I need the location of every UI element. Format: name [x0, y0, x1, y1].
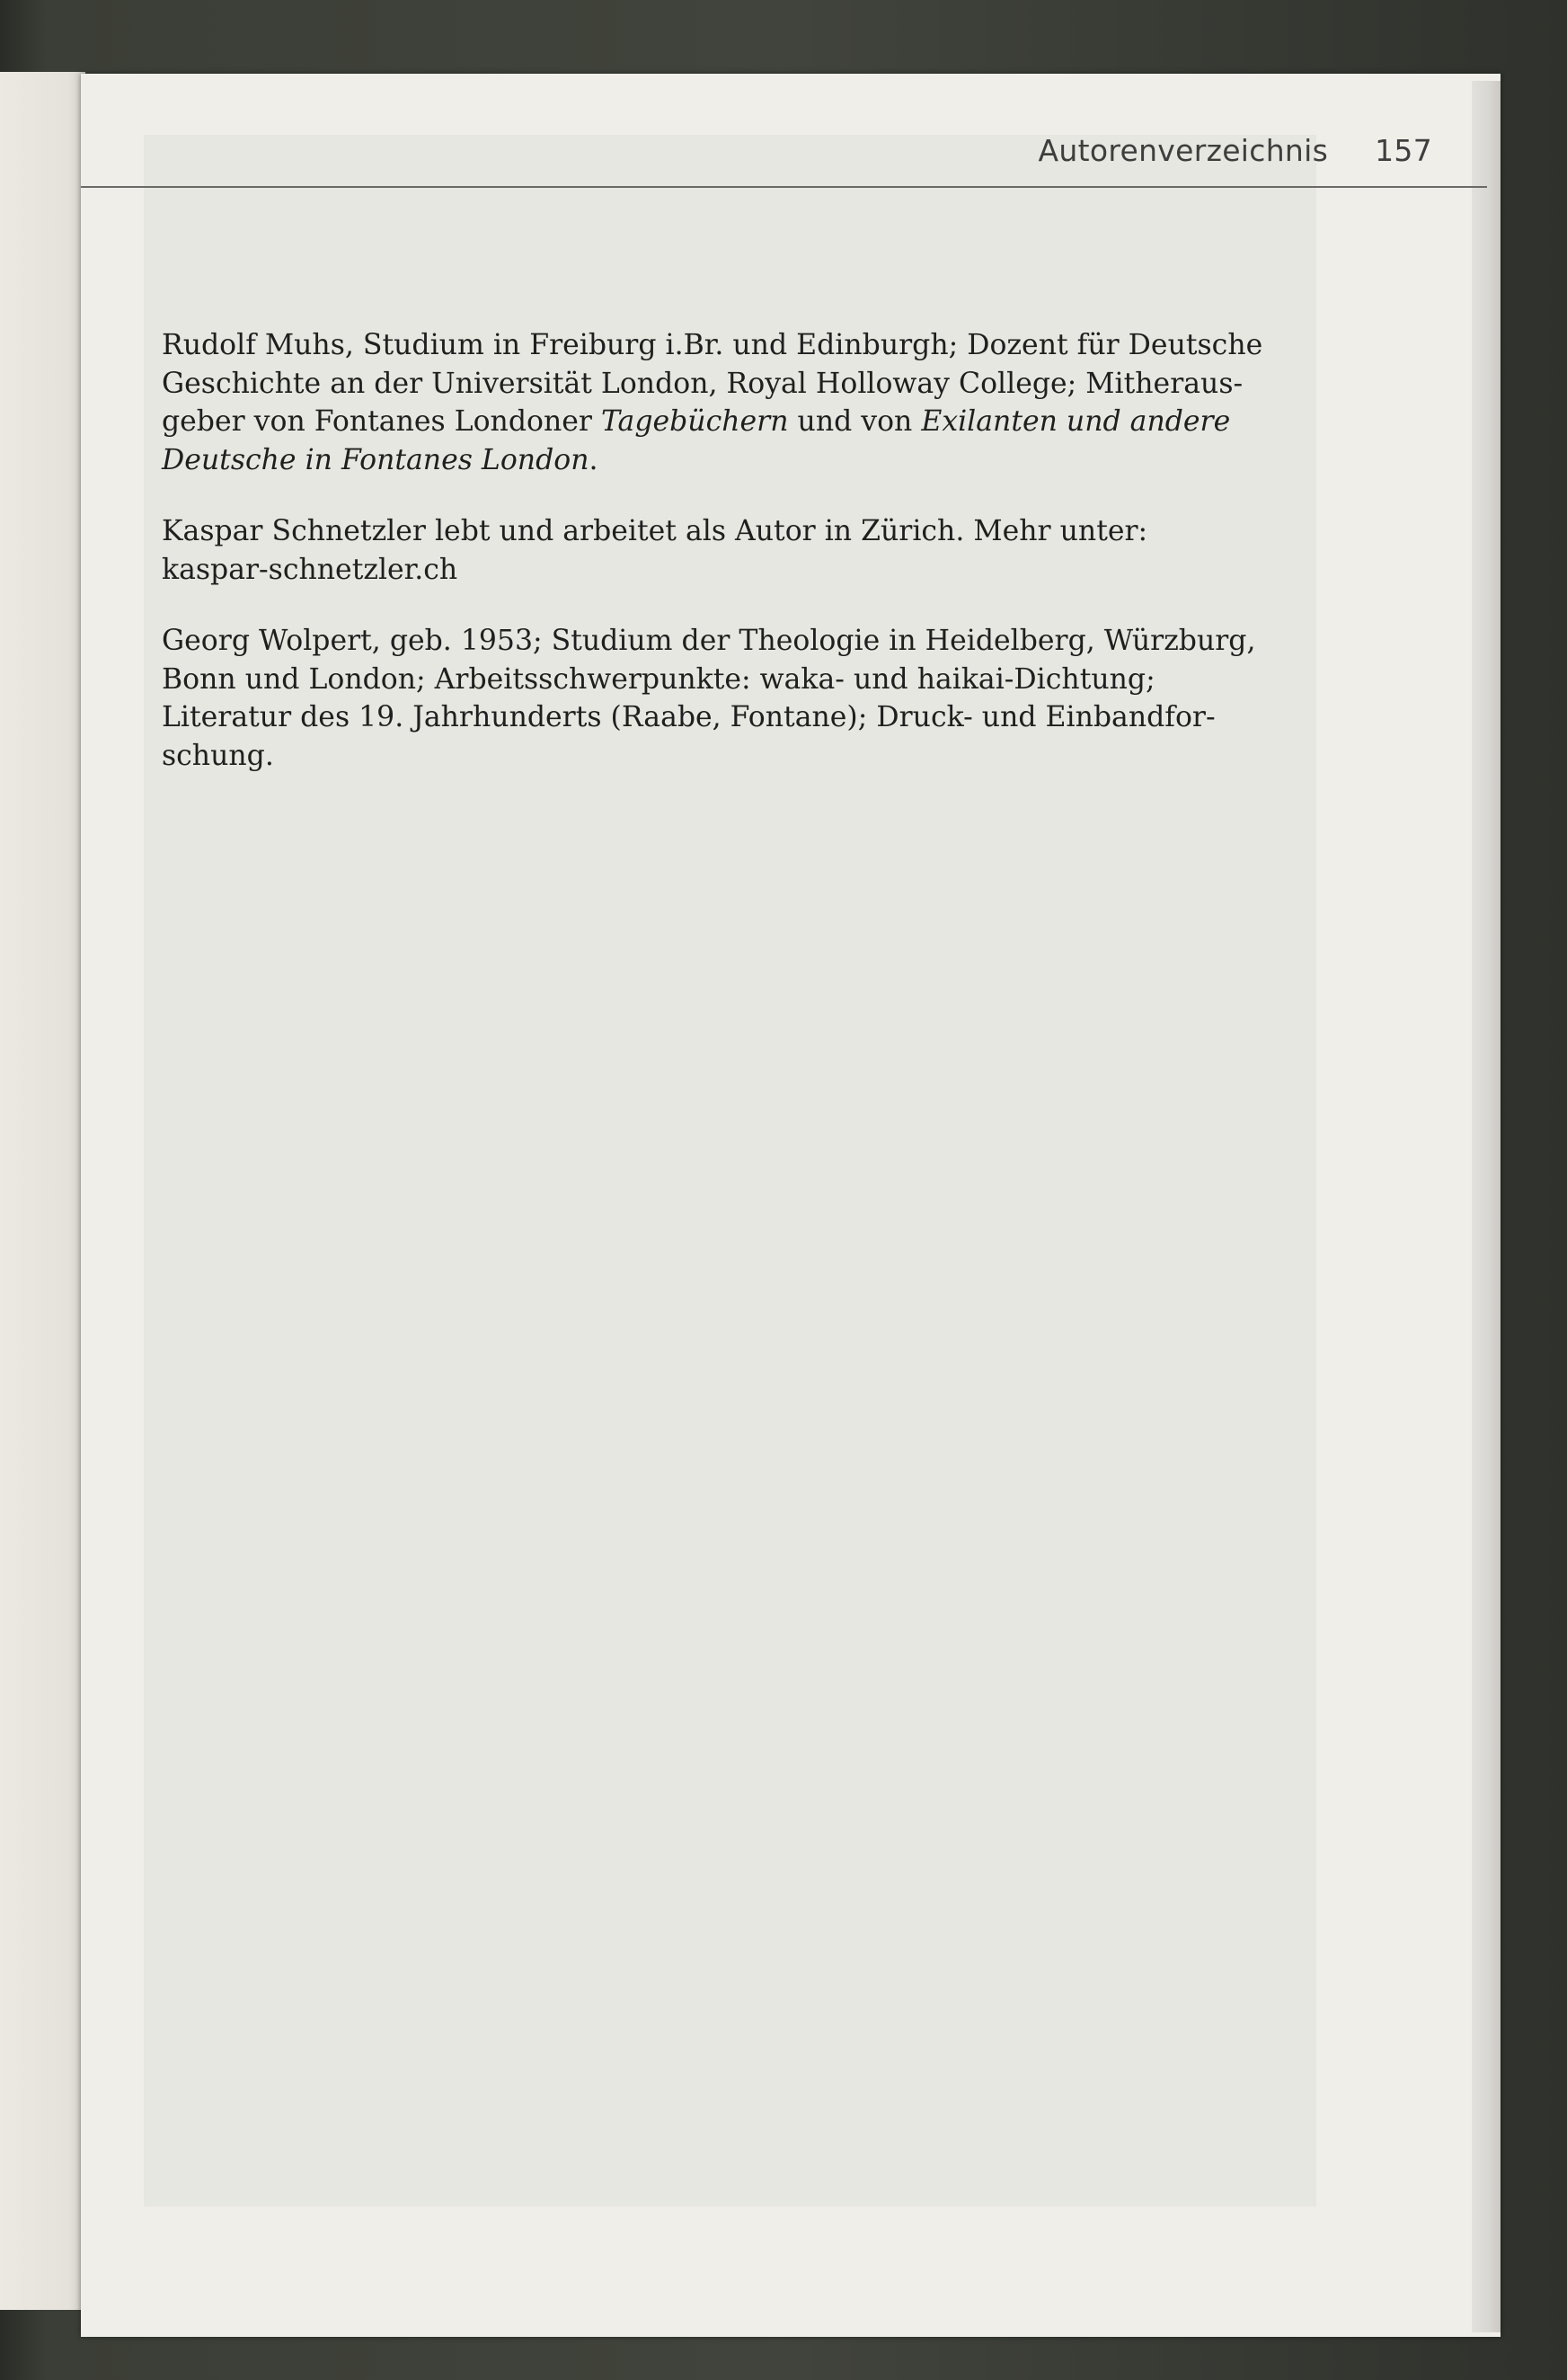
running-head: [1039, 133, 1433, 168]
entry-line: [162, 551, 1303, 590]
entry-line: [162, 698, 1303, 737]
author-entry: [162, 622, 1303, 775]
entry-line: [162, 512, 1303, 551]
page-stack-edge: [1472, 81, 1501, 2332]
previous-page-edge: [0, 72, 85, 2310]
entry-text: Geschichte an der Universität London, Royal Holloway College; Mitheraus-: [162, 367, 1244, 400]
entry-text: geber von Fontanes Londoner: [162, 405, 601, 438]
entry-text: schung.: [162, 739, 274, 772]
entry-text: Georg Wolpert, geb. 1953; Studium der Theologie in Heidelberg, Würzburg,: [162, 625, 1256, 657]
header-rule: [81, 186, 1487, 188]
entry-text: .: [589, 443, 598, 476]
entry-text: Literatur des 19. Jahrhunderts (Raabe, Fontane); Druck- und Einbandfor-: [162, 701, 1216, 733]
italic-title-text: Deutsche in Fontanes London: [162, 443, 589, 476]
entry-line: [162, 661, 1303, 699]
entry-line: [162, 441, 1303, 480]
entry-line: [162, 737, 1303, 776]
entry-text: Kaspar Schnetzler lebt und arbeitet als Autor in Zürich. Mehr unter:: [162, 515, 1148, 547]
entry-text: Bonn und London; Arbeitsschwerpunkte: waka- und haikai-Dichtung;: [162, 662, 1155, 696]
entry-line: [162, 403, 1303, 441]
author-entry: [162, 512, 1303, 589]
running-head-title: Autorenverzeichnis: [1038, 133, 1329, 168]
entry-line: [162, 622, 1303, 661]
author-entry: [162, 326, 1303, 479]
italic-title-text: Tagebüchern: [600, 405, 789, 438]
entry-line: [162, 326, 1303, 365]
page-number: 157: [1375, 133, 1432, 168]
entry-text: und von: [788, 405, 922, 438]
italic-title-text: Exilanten und andere: [921, 405, 1231, 438]
entry-line: [162, 365, 1303, 404]
entry-text: kaspar-schnetzler.ch: [162, 553, 458, 586]
entry-text: Rudolf Muhs, Studium in Freiburg i.Br. und Edinburgh; Dozent für Deutsche: [162, 329, 1263, 361]
author-entries: [162, 326, 1303, 775]
